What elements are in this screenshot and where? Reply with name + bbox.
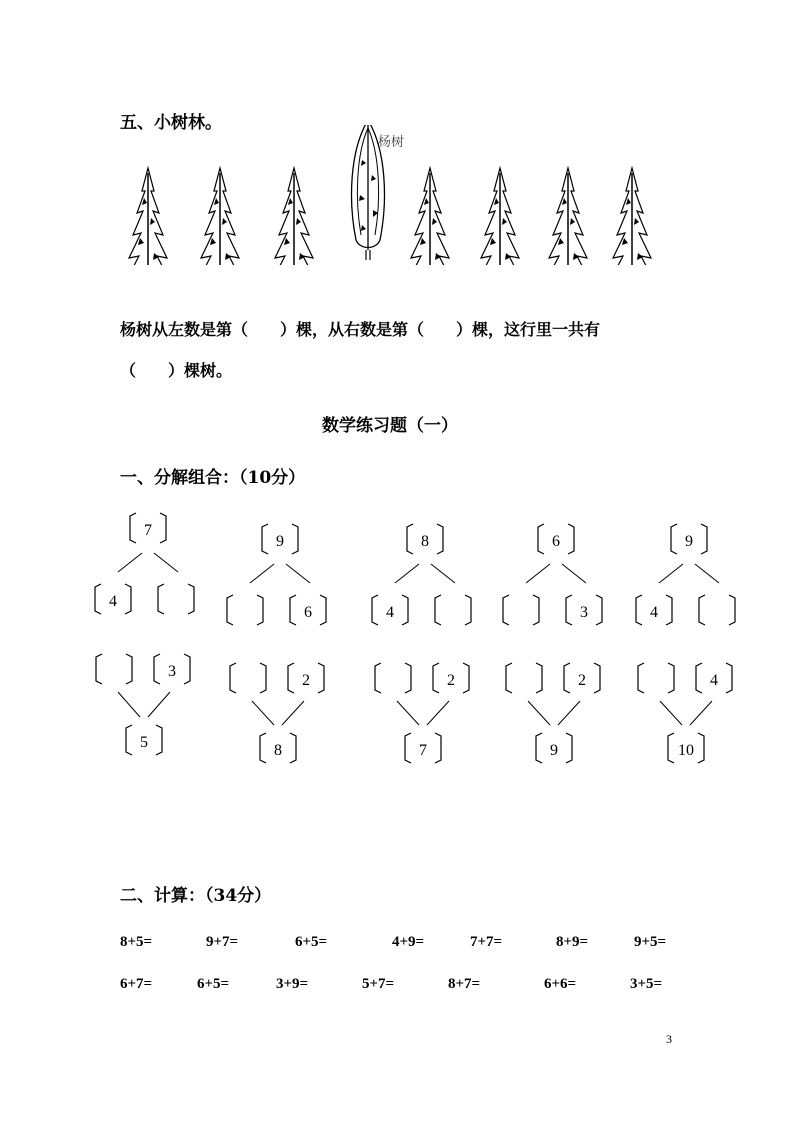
pine-tree-1	[126, 168, 170, 265]
calc-2-7: 3+5=	[630, 976, 663, 992]
top-1-whole-value: 7	[144, 522, 152, 539]
bottom-4-whole-value: 9	[550, 742, 558, 759]
top-4-right	[566, 595, 602, 625]
bottom-5-left	[638, 663, 674, 693]
bottom-1-branch-left	[118, 692, 140, 717]
section2-title: 二、计算：（34分）	[120, 886, 272, 906]
pine-tree-5	[478, 168, 522, 265]
bottom-2-branch-left	[252, 701, 274, 725]
calc-1-7: 9+5=	[634, 934, 667, 950]
calc-1-4: 4+9=	[392, 934, 425, 950]
poplar-label: 杨树	[378, 135, 405, 150]
calc-2-2: 6+5=	[197, 976, 230, 992]
tree-row-illustration	[110, 125, 670, 265]
top-2-whole	[262, 524, 298, 554]
calc-1-3: 6+5=	[295, 934, 328, 950]
bottom-3-right	[433, 663, 469, 693]
bottom-4-right	[564, 663, 600, 693]
calc-2-6: 6+6=	[544, 976, 577, 992]
bottom-2-branch-right	[282, 701, 304, 725]
bottom-3-whole-value: 7	[419, 742, 427, 759]
bottom-2-whole-value: 8	[274, 742, 282, 759]
pine-tree-6	[546, 168, 590, 265]
bottom-3-branch-left	[397, 701, 419, 725]
top-4-whole	[538, 524, 574, 554]
bottom-3-branch-right	[427, 701, 449, 725]
question-line-1: 杨树从左数是第（ ）棵，从右数是第（ ）棵，这行里一共有	[120, 320, 601, 339]
bottom-4-left	[506, 663, 542, 693]
top-1-branch-left	[118, 553, 142, 572]
top-5-left-value: 4	[650, 604, 658, 621]
decomposition-diagrams	[0, 500, 794, 780]
top-2-branch-right	[286, 564, 310, 583]
bottom-1-left	[96, 654, 132, 684]
calc-1-5: 7+7=	[470, 934, 503, 950]
calc-1-6: 8+9=	[556, 934, 589, 950]
bottom-1-branch-right	[148, 692, 170, 717]
top-5-whole	[671, 524, 707, 554]
top-5-whole-value: 9	[685, 533, 693, 550]
top-2-whole-value: 9	[276, 533, 284, 550]
bottom-4-whole	[536, 733, 572, 763]
poplar-tree	[352, 125, 385, 260]
bottom-5-right-value: 4	[710, 672, 718, 689]
section5-title: 五、小树林。	[120, 113, 222, 133]
top-4-branch-left	[526, 564, 550, 583]
calc-2-1: 6+7=	[120, 976, 153, 992]
pine-tree-2	[198, 168, 242, 265]
question-line-2: （ ）棵树。	[120, 361, 233, 380]
bottom-5-whole-value: 10	[678, 742, 694, 759]
bottom-2-whole	[260, 733, 296, 763]
top-5-right	[699, 595, 735, 625]
top-1-left-value: 4	[109, 593, 117, 610]
bottom-1-right	[154, 654, 190, 684]
bottom-5-whole	[668, 733, 704, 763]
top-4-left	[503, 595, 539, 625]
pine-tree-4	[408, 168, 452, 265]
top-5-branch-right	[695, 564, 719, 583]
top-3-whole-value: 8	[421, 533, 429, 550]
section1-title: 一、分解组合：（10分）	[120, 468, 306, 488]
calc-2-3: 3+9=	[276, 976, 309, 992]
page-number: 3	[666, 1032, 672, 1046]
top-1-left	[95, 584, 131, 614]
pine-tree-7	[610, 168, 654, 265]
bottom-5-branch-right	[690, 701, 712, 725]
calc-1-1: 8+5=	[120, 934, 153, 950]
bottom-1-whole-value: 5	[140, 734, 148, 751]
bottom-5-branch-left	[660, 701, 682, 725]
bottom-1-right-value: 3	[168, 663, 176, 680]
top-4-branch-right	[562, 564, 586, 583]
top-1-branch-right	[154, 553, 178, 572]
calc-1-2: 9+7=	[206, 934, 239, 950]
top-3-whole	[407, 524, 443, 554]
top-3-branch-right	[431, 564, 455, 583]
calc-2-5: 8+7=	[448, 976, 481, 992]
calc-2-4: 5+7=	[362, 976, 395, 992]
bottom-3-whole	[405, 733, 441, 763]
top-3-branch-left	[395, 564, 419, 583]
top-5-branch-left	[659, 564, 683, 583]
top-2-left	[227, 595, 263, 625]
top-4-whole-value: 6	[552, 533, 560, 550]
top-4-right-value: 3	[580, 604, 588, 621]
bottom-2-left	[230, 663, 266, 693]
bottom-4-right-value: 2	[578, 672, 586, 689]
bottom-4-branch-right	[558, 701, 580, 725]
bottom-3-right-value: 2	[447, 672, 455, 689]
top-3-left	[372, 595, 408, 625]
top-3-right	[435, 595, 471, 625]
bottom-1-whole	[126, 725, 162, 755]
bottom-2-right	[288, 663, 324, 693]
top-2-branch-left	[250, 564, 274, 583]
top-3-left-value: 4	[386, 604, 394, 621]
top-2-right	[290, 595, 326, 625]
top-1-whole	[130, 513, 166, 543]
bottom-2-right-value: 2	[302, 672, 310, 689]
top-5-left	[636, 595, 672, 625]
bottom-3-left	[375, 663, 411, 693]
exercise-title: 数学练习题（一）	[322, 416, 458, 436]
bottom-4-branch-left	[528, 701, 550, 725]
top-1-right	[158, 584, 194, 614]
top-2-right-value: 6	[304, 604, 312, 621]
pine-tree-3	[272, 168, 316, 265]
bottom-5-right	[696, 663, 732, 693]
